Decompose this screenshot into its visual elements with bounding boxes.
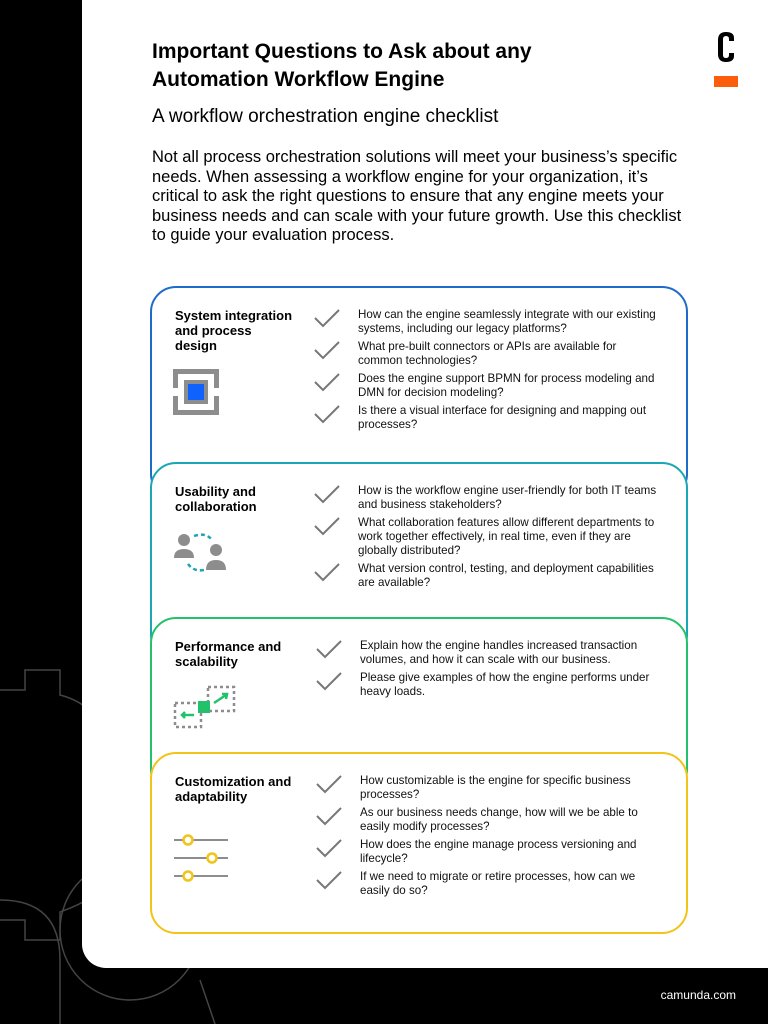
- checklist-item: [314, 806, 664, 834]
- collaboration-icon: [172, 532, 232, 574]
- question-text: Is there a visual interface for designing and mapping out processes?: [358, 404, 647, 431]
- checkmark-icon: [314, 804, 344, 830]
- checkmark-icon: [312, 402, 342, 428]
- page-sheet: [82, 0, 768, 968]
- question-text: How can the engine seamlessly integrate with our existing systems, including our legacy platforms?: [358, 308, 656, 335]
- question-list: [312, 308, 662, 436]
- integration-icon: [172, 368, 220, 416]
- section-title: Customization and adaptability: [175, 774, 292, 804]
- question-text: What version control, testing, and deployment capabilities are available?: [358, 562, 654, 589]
- checklist-item: [314, 671, 664, 699]
- checkmark-icon: [312, 514, 342, 540]
- scalability-icon: [172, 683, 238, 731]
- question-text: What collaboration features allow different departments to work together effectively, in real time, even if they are globally distributed?: [358, 516, 655, 557]
- checklist-item: [314, 639, 664, 667]
- question-text: If we need to migrate or retire processes, how can we easily do so?: [360, 870, 636, 897]
- checklist-item: [312, 340, 662, 368]
- checkmark-icon: [314, 836, 344, 862]
- checkmark-icon: [314, 772, 344, 798]
- checkmark-icon: [314, 868, 344, 894]
- sliders-icon: [172, 834, 232, 884]
- question-text: Explain how the engine handles increased transaction volumes, and how it can scale with our business.: [360, 639, 638, 666]
- question-list: [314, 639, 664, 703]
- question-text: Please give examples of how the engine performs under heavy loads.: [360, 671, 650, 698]
- checkmark-icon: [314, 669, 344, 695]
- section-title: Usability and collaboration: [175, 484, 257, 514]
- checkmark-icon: [312, 370, 342, 396]
- camunda-logo-icon: [714, 30, 738, 90]
- checklist-item: [312, 404, 662, 432]
- checklist-item: [312, 562, 662, 590]
- checklist-item: [314, 870, 664, 898]
- footer-website-link[interactable]: camunda.com: [660, 988, 736, 1002]
- checklist-item: [314, 774, 664, 802]
- question-text: How is the workflow engine user-friendly for both IT teams and business stakeholders?: [358, 484, 657, 511]
- section-title: System integration and process design: [175, 308, 293, 353]
- question-list: [312, 484, 662, 594]
- checklist-item: [312, 308, 662, 336]
- intro-paragraph: Not all process orchestration solutions will meet your business’s specific needs. When assessing a workflow engine for your organization, it’s critical to ask the right questions to ensure that any engine meets your business needs and can scale with your future growth. Use this checklist to guide your evaluation process.: [152, 148, 682, 244]
- page-subtitle: A workflow orchestration engine checklist: [152, 106, 499, 127]
- checkmark-icon: [314, 637, 344, 663]
- checkmark-icon: [312, 338, 342, 364]
- checklist-item: [312, 516, 662, 558]
- checkmark-icon: [312, 560, 342, 586]
- question-list: [314, 774, 664, 902]
- section-title: Performance and scalability: [175, 639, 282, 669]
- section-card-customization: [150, 752, 688, 934]
- question-text: As our business needs change, how will we be able to easily modify processes?: [360, 806, 638, 833]
- page-title: Important Questions to Ask about any Automation Workflow Engine: [152, 40, 532, 91]
- question-text: How customizable is the engine for specific business processes?: [360, 774, 631, 801]
- checklist-item: [314, 838, 664, 866]
- question-text: What pre-built connectors or APIs are available for common technologies?: [358, 340, 617, 367]
- checkmark-icon: [312, 482, 342, 508]
- checklist-item: [312, 484, 662, 512]
- question-text: Does the engine support BPMN for process modeling and DMN for decision modeling?: [358, 372, 655, 399]
- checklist-item: [312, 372, 662, 400]
- question-text: How does the engine manage process versioning and lifecycle?: [360, 838, 637, 865]
- checkmark-icon: [312, 306, 342, 332]
